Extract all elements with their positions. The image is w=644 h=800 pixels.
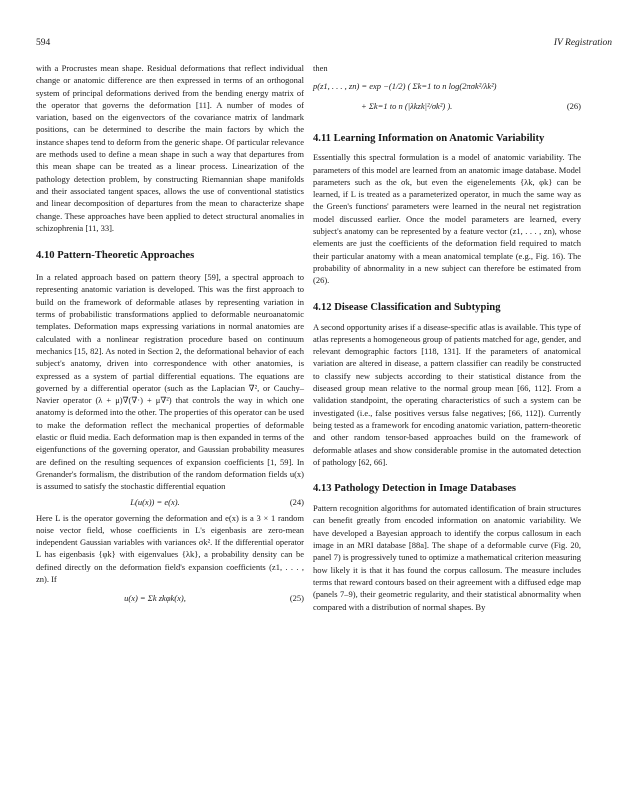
equation-number: (26) — [566, 101, 581, 112]
equation-body: L(u(x)) = e(x). — [130, 496, 180, 507]
equation-26 — [313, 74, 581, 116]
right-column — [313, 62, 581, 613]
paragraph: Here L is the operator governing the deformation and e(x) is a 3 × 1 random noise vector field, whose coefficients in L's eigenbasis are zero-mean independent Gaussian variables with variances σk². If the differential operator L has eigenbasis {φk} with eigenvalues {λk}, a probability density can be defined directly on the deformation field's expansion coefficients (z1, . . . , zn). If — [36, 512, 304, 584]
paragraph: Essentially this spectral formulation is a model of anatomic variability. The parameters of this model are learned from an anatomic image database. Model parameters such as the σk, but even the eigenelements {λk, φk} can be learned, if L is treated as a parameterized operator, in much the same way as the Green's functions' parameters were learned in the neural net registration model discussed earlier. Once the model parameters are learned, every subject's anatomy can be represented by a feature vector (z1, . . . , zn), whose elements are just the coefficients of the deformation field required to match their particular anatomy with a mean anatomical template (e.g., Fig. 16). The probability of abnormality in a new subject can therefore be estimated from (26). — [313, 152, 581, 286]
section-heading-4-10: 4.10 Pattern-Theoretic Approaches — [36, 250, 195, 262]
equation-number: (24) — [289, 496, 304, 507]
equation-body: u(x) = Σk zkφk(x), — [124, 593, 186, 604]
equation-line: p(z1, . . . , zn) = exp −(1/2) ( Σk=1 to n log(2πσk²/λk²) — [313, 81, 497, 92]
paragraph: In a related approach based on pattern theory [59], a spectral approach to representing anatomic variation is developed. This was the first approach to build on the framework of deformable atlases by representing variation in terms of probabilistic transformations applied to deformable neuroanatomic templates. Deformation maps expressing variations in normal anatomies are calculated with a nonlinear registration procedure based on continuum mechanics [15, 82]. As noted in Section 2, the deformational behavior of each subject's anatomy, driven into correspondence with other anatomies, is expressed as a system of partial differential equations. The equations are governed by a differential operator (such as the Laplacian ∇², or Cauchy–Navier operator (λ + μ)∇(∇·) + μ∇²) that controls the way in which one anatomy is deformed into the other. The properties of this operator can be used to make the deformation reflect the mechanical properties of deformable elastic or fluid media. Each deformation map is then expanded in terms of the eigenfunctions of the governing operator, and Gaussian probability measures are defined on the resulting sequences of expansion coefficients [1, 59]. In Grenander's formalism, the distribution of the random deformation fields u(x) is assumed to satisfy the stochastic differential equation — [36, 272, 304, 492]
paragraph: with a Procrustes mean shape. Residual deformations that reflect individual change or anatomic difference are then expressed in terms of an orthogonal system of principal deformations derived from the bending energy matrix of the operator that governs the deformation [11]. A number of modes of variation, based on the eigenvectors of the covariance matrix of landmark positions, can be determined to describe the main factors by which the instance shapes tend to deform from the generic shape. Of particular relevance are methods used to define a mean shape in such a way that departures from this mean shape can be treated as a linear process. Linearization of the pathology detection problem, by constructing Riemannian shape manifolds and their associated tangent spaces, allows the use of conventional statistics and linear decomposition of departures from the mean to characterize shape change. These approaches have been applied to detect structural anomalies in schizophrenia [11, 33]. — [36, 63, 304, 233]
left-column — [36, 62, 304, 609]
section-heading-4-11: 4.11 Learning Information on Anatomic Variability — [313, 133, 545, 145]
equation-number: (25) — [289, 593, 304, 604]
section-heading-4-13: 4.13 Pathology Detection in Image Databases — [313, 483, 517, 495]
paragraph: A second opportunity arises if a disease-specific atlas is available. This type of atlas represents a homogeneous group of patients matched for age, gender, and relevant demographic factors [118, 131]. If the parameters of anatomical variation are altered in disease, a pattern classifier can readily be constructed to classify new subjects according to their statistical distance from the diseased group mean relative to the normal group mean [66, 112]. From a validation standpoint, the operating characteristics of such a system can be investigated (i.e., false positives versus false negatives; [66, 112]). Currently being tested as a framework for encoding anatomic variation, pattern-theoretic and other random tensor-based approaches build on the framework of deformable atlases and show considerable promise in the automated detection of pathology [62, 66]. — [313, 321, 581, 467]
section-heading-4-12: 4.12 Disease Classification and Subtyping — [313, 301, 501, 313]
equation-line: + Σk=1 to n (|λkzk|²/σk²) ). — [361, 101, 453, 112]
page-number: 594 — [36, 38, 51, 48]
equation-25 — [36, 585, 304, 609]
paragraph: then — [313, 63, 328, 73]
equation-24 — [36, 493, 304, 512]
paragraph: Pattern recognition algorithms for automated identification of brain structures can benefit greatly from encoded information on anatomic variability. We have developed a Bayesian approach to identify the corpus callosum in each image in an MRI database [88a]. The shape of a deformable curve (Fig. 20, panel 7) is progressively tuned to optimize a mathematical criterion measuring how likely it is that it has found the corpus callosum. The measure includes terms that reward contours based on their agreement with a diffused edge map (panels 7–9), their geometric regularity, and their statistical abnormality when compared with a distribution of normal shapes. By — [313, 503, 581, 612]
running-head: IV Registration — [553, 38, 612, 48]
